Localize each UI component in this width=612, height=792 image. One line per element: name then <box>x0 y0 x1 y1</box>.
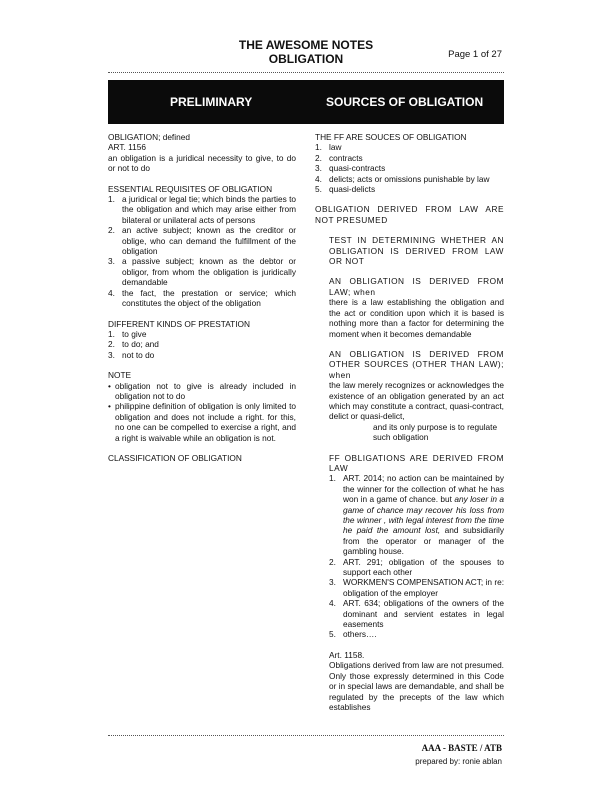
definition-heading: OBLIGATION; defined <box>108 132 190 142</box>
article-reference: ART. 1156 <box>108 142 146 153</box>
prestation-list <box>108 329 296 360</box>
other-sources-text: the law merely recognizes or acknowledges the existence of an obligation generated by an act which may constitute a contract, quasi-contract, delict or quasi-delict, <box>329 380 504 422</box>
document-title: THE AWESOME NOTES <box>238 38 374 52</box>
list-item: • obligation not to give is already included in obligation not to do <box>108 380 296 401</box>
list-item: • philippine definition of obligation is only limited to obligation and does not include a right. for this, no one can be compelled to exercise a right, and a right is waivable while an obligation is not. <box>108 401 296 443</box>
list-item: 3. WORKMEN'S COMPENSATION ACT; in re: obligation of the employer <box>329 577 504 598</box>
test-block <box>315 235 504 712</box>
footer-author: prepared by: ronie ablan <box>415 757 502 766</box>
list-item: 3. quasi-contracts <box>315 163 386 174</box>
ff-derived-heading: FF OBLIGATIONS ARE DERIVED FROM LAW <box>329 452 504 473</box>
page-number: Page 1 of 27 <box>448 49 502 60</box>
derived-heading: AN OBLIGATION IS DERIVED FROM LAW; when <box>329 276 504 297</box>
left-column <box>108 132 296 463</box>
band-right-title: SOURCES OF OBLIGATION <box>326 95 484 109</box>
prestation-heading: DIFFERENT KINDS OF PRESTATION <box>108 318 250 329</box>
right-column <box>315 132 504 712</box>
document-subtitle: OBLIGATION <box>268 52 344 66</box>
list-item: 3. a passive subject; known as the debtor or obligor, from whom the obligation is juridically demandable <box>108 256 296 288</box>
note-heading: NOTE <box>108 370 132 381</box>
header-divider <box>108 72 504 73</box>
sources-list <box>315 142 504 194</box>
essential-requisites-heading: ESSENTIAL REQUISITES OF OBLIGATION <box>108 183 273 194</box>
list-item: 5. quasi-delicts <box>315 184 376 195</box>
list-item: 4. the fact, the prestation or service; which constitutes the object of the obligation <box>108 287 296 309</box>
list-item: 2. contracts <box>315 152 363 163</box>
essential-requisites-list <box>108 194 296 308</box>
list-item: 1. law <box>315 142 342 153</box>
list-item: 2. to do; and <box>108 339 159 350</box>
list-item: 1. to give <box>108 328 147 339</box>
definition-text: an obligation is a juridical necessity to give, to do or not to do <box>108 152 296 174</box>
footer-course: AAA - BASTE / ATB <box>421 743 502 753</box>
list-item: 5. others…. <box>329 629 377 640</box>
list-item: 4. ART. 634; obligations of the owners of the dominant and servient estates in legal easements <box>329 598 504 630</box>
article-1158-label: Art. 1158. <box>329 649 365 660</box>
classification-heading: CLASSIFICATION OF OBLIGATION <box>108 452 242 463</box>
list-item: 1. a juridical or legal tie; which binds the parties to the obligation and which may arise either from bilateral or unilateral acts of persons <box>108 194 296 225</box>
not-presumed-heading: OBLIGATION DERIVED FROM LAW ARE NOT PRESUMED <box>315 204 504 225</box>
list-item: 2. an active subject; known as the creditor or oblige, who can demand the fulfillment of the obligation <box>108 225 296 257</box>
other-sources-text-continued: and its only purpose is to regulate such obligation <box>373 421 498 443</box>
list-item: 3. not to do <box>108 349 155 360</box>
test-heading: TEST IN DETERMINING WHETHER AN OBLIGATION IS DERIVED FROM LAW OR NOT <box>329 235 504 267</box>
article-1158-text: Obligations derived from law are not presumed. Only those expressly determined in this Code or in special laws are demandable, and shall be regulated by the precepts of the law which establishes <box>329 660 504 712</box>
list-item: 4. delicts; acts or omissions punishable by law <box>315 173 490 184</box>
other-sources-heading: AN OBLIGATION IS DERIVED FROM OTHER SOURCES (OTHER THAN LAW); when <box>329 348 504 380</box>
derived-text: there is a law establishing the obligation and the act or condition upon which it is based is nothing more than a factor for determining the moment when it becomes demandable <box>329 297 504 339</box>
band-left-title: PRELIMINARY <box>170 95 253 109</box>
section-band <box>108 80 504 124</box>
list-item: 1. ART. 2014; no action can be maintained by the winner for the collection of what he has won in a game of chance. but any loser in a game of chance may recover his loss from the winner , with legal interest from the time he paid the amount lost, and subsidiarily from the operator or manager of the gambling house. <box>329 473 504 557</box>
ff-derived-list <box>329 473 504 640</box>
footer-divider <box>108 735 504 736</box>
list-item: 2. ART. 291; obligation of the spouses to support each other <box>329 556 504 578</box>
sources-heading: THE FF ARE SOUCES OF OBLIGATION <box>315 132 467 142</box>
notes-list <box>108 381 296 443</box>
